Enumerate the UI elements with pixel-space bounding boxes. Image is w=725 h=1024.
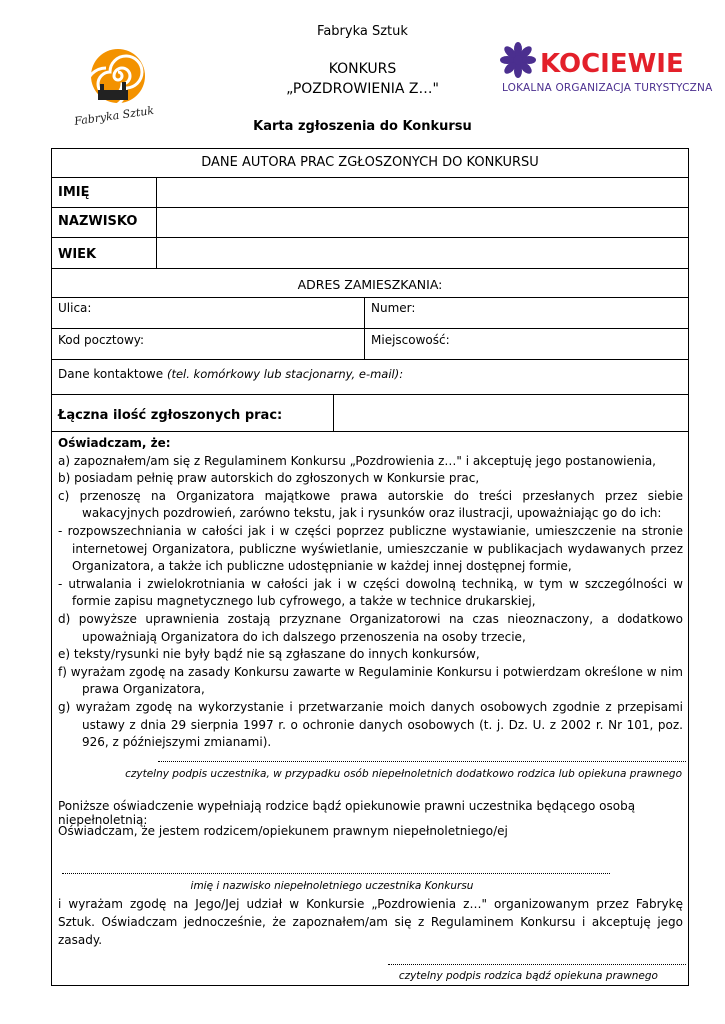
declaration-item-c: c) przenoszę na Organizatora majątkowe prawa autorskie do treści przesłanych przez siebie wakacyjnych pozdrowień, zarówno tekstu, jak i rysunków oraz ilustracji, upoważniając go do ich:	[58, 488, 683, 521]
page-title: Karta zgłoszenia do Konkursu	[253, 119, 472, 134]
kociewie-brand-text: KOCIEWIE	[540, 49, 684, 79]
declaration-item-a: a) zapoznałem/am się z Regulaminem Konkursu „Pozdrowienia z…" i akceptuję jego postanowienia,	[58, 453, 656, 468]
parent-signature-caption: czytelny podpis rodzica bądź opiekuna prawnego	[398, 970, 658, 982]
organization-name: Fabryka Sztuk	[317, 24, 408, 39]
declaration-item-d: d) powyższe uprawnienia zostają przyznane Organizatorowi na czas nieoznaczony, a dodatkowo upoważniają Organizatora do ich dalszego przenoszenia na osoby trzecie,	[58, 611, 683, 644]
kociewie-logo	[500, 42, 713, 102]
street-label: Ulica:	[58, 301, 92, 315]
number-label: Numer:	[371, 301, 416, 315]
contest-title: KONKURS	[328, 61, 397, 77]
number-field[interactable]	[365, 298, 687, 328]
consent-text: i wyrażam zgodę na Jego/Jej udział w Konkursie „Pozdrowienia z…" organizowanym przez Fabrykę Sztuk. Oświadczam jednocześnie, że zapoznałem/am się z Regulaminem Konkursu i akceptuję jego zasady.	[58, 897, 683, 947]
last-name-label: NAZWISKO	[58, 214, 138, 229]
participant-signature-line[interactable]	[158, 761, 686, 762]
age-field[interactable]	[158, 238, 687, 268]
address-title: ADRES ZAMIESZKANIA:	[297, 277, 443, 292]
minor-name-line[interactable]	[62, 873, 610, 874]
city-field[interactable]	[365, 329, 687, 359]
declaration-item-g: g) wyrażam zgodę na wykorzystanie i przetwarzanie moich danych osobowych zgodnie z przepisami ustawy z dnia 29 sierpnia 1997 r. o ochronie danych osobowych (t. j. Dz. U. z 2002 r. Nr 101, poz. 926, z późniejszymi zmianami).	[58, 699, 683, 750]
participant-signature-caption: czytelny podpis uczestnika, w przypadku osób niepełnoletnich dodatkowo rodzica lub opiekuna prawnego	[125, 768, 682, 780]
postal-code-label: Kod pocztowy:	[58, 333, 145, 347]
contact-hint: (tel. komórkowy lub stacjonarny, e-mail):	[166, 367, 404, 381]
entry-form	[51, 148, 689, 986]
parent-intro: Poniższe oświadczenie wypełniają rodzice bądź opiekunowie prawni uczestnika będącego osobą niepełnoletnią:	[58, 799, 636, 827]
street-field[interactable]	[52, 298, 362, 328]
last-name-field[interactable]	[158, 208, 687, 237]
fabryka-sztuk-logo-text: Fabryka Sztuk	[73, 103, 155, 128]
declaration-heading: Oświadczam, że:	[58, 436, 171, 450]
total-works-field[interactable]	[335, 395, 687, 431]
minor-name-caption: imię i nazwisko niepełnoletniego uczestnika Konkursu	[190, 880, 474, 892]
declaration-item-f: f) wyrażam zgodę na zasady Konkursu zawarte w Regulaminie Konkursu i potwierdzam określone w nim prawa Organizatora,	[58, 664, 683, 697]
declaration	[58, 435, 683, 752]
kociewie-tagline: LOKALNA ORGANIZACJA TURYSTYCZNA	[502, 82, 713, 94]
parent-statement: Oświadczam, że jestem rodzicem/opiekunem prawnym niepełnoletniego/ej	[58, 824, 508, 838]
declaration-item-b: b) posiadam pełnię praw autorskich do zgłoszonych w Konkursie prac,	[58, 471, 480, 486]
section-title: DANE AUTORA PRAC ZGŁOSZONYCH DO KONKURSU	[201, 155, 539, 170]
declaration-item-e: e) teksty/rysunki nie były bądź nie są zgłaszane do innych konkursów,	[58, 647, 480, 662]
city-label: Miejscowość:	[371, 333, 450, 347]
parent-signature-line[interactable]	[388, 964, 686, 965]
first-name-label: IMIĘ	[58, 185, 90, 200]
fabryka-sztuk-logo	[70, 44, 156, 132]
age-label: WIEK	[58, 247, 97, 262]
total-works-label: Łączna ilość zgłoszonych prac:	[58, 408, 283, 423]
contact-label-text: Dane kontaktowe	[58, 367, 164, 381]
declaration-item-dash-2: - utrwalania i zwielokrotniania w całości jak i w części dowolną techniką, w tym w szczególności w formie zapisu magnetycznego lub cyfrowego, a także w technice drukarskiej,	[58, 576, 683, 609]
contest-name: „POZDROWIENIA Z…"	[286, 81, 439, 97]
contact-field[interactable]	[52, 360, 687, 394]
first-name-field[interactable]	[158, 178, 687, 207]
declaration-item-dash-1: - rozpowszechniania w całości jak i w części poprzez publiczne wystawianie, umieszczenie na stronie internetowej Organizatora, publiczne wyświetlanie, umieszczanie w publikacjach wydawanych przez Organizatora, a także ich publiczne udostępnianie w każdej innej dostępnej formie,	[58, 523, 683, 574]
postal-code-field[interactable]	[52, 329, 362, 359]
